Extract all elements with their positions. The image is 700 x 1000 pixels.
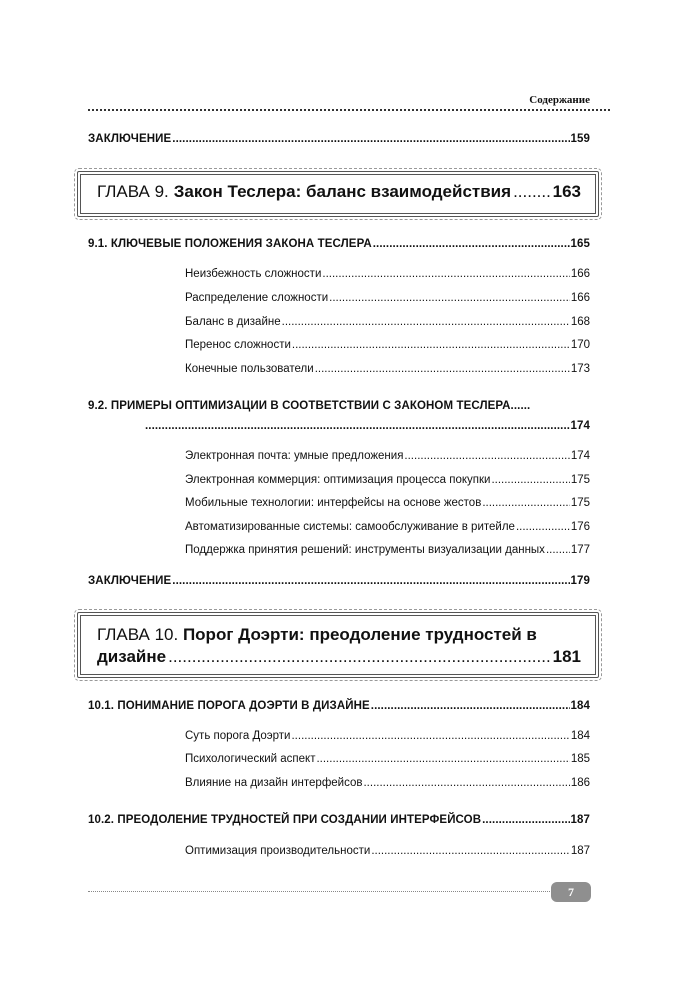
toc-entry-label: Поддержка принятия решений: инструменты визуализации данных xyxy=(185,544,545,556)
chapter-10-frame xyxy=(77,612,599,678)
dot-leader xyxy=(172,575,569,587)
toc-entry-page: 176 xyxy=(570,521,590,533)
toc-section-9-2[interactable] xyxy=(88,400,593,412)
dot-leader xyxy=(322,268,569,280)
toc-entry-label: Электронная почта: умные предложения xyxy=(185,450,404,462)
toc-subentry[interactable] xyxy=(185,730,590,742)
toc-entry-label: Перенос сложности xyxy=(185,339,291,351)
dot-leader xyxy=(546,544,570,556)
toc-section-9-2-continuation[interactable] xyxy=(145,420,590,432)
toc-entry-page: 184 xyxy=(570,700,590,712)
toc-entry-page: 187 xyxy=(570,845,590,857)
dot-leader xyxy=(371,845,570,857)
toc-subentry[interactable] xyxy=(185,777,590,789)
toc-entry-page: 175 xyxy=(570,497,590,509)
dot-leader xyxy=(482,497,570,509)
toc-entry-page: 159 xyxy=(570,133,590,145)
chapter-page: 163 xyxy=(552,182,581,201)
toc-entry-page: 166 xyxy=(570,292,590,304)
toc-subentry[interactable] xyxy=(185,339,590,351)
toc-entry-label: 9.2. ПРИМЕРЫ ОПТИМИЗАЦИИ В СООТВЕТСТВИИ С ЗАКОНОМ ТЕСЛЕРА...... xyxy=(88,400,531,412)
toc-entry-label: ЗАКЛЮЧЕНИЕ xyxy=(88,133,172,145)
footer-dotted-rule xyxy=(88,891,550,892)
toc-entry-page: 170 xyxy=(570,339,590,351)
toc-section-9-1[interactable] xyxy=(88,238,590,250)
dot-leader xyxy=(315,363,570,375)
toc-entry-page: 179 xyxy=(570,575,590,587)
chapter-title: Закон Теслера: баланс взаимодействия xyxy=(173,182,512,201)
dot-leader xyxy=(329,292,570,304)
toc-subentry[interactable] xyxy=(185,292,590,304)
toc-entry-label: Мобильные технологии: интерфейсы на основе жестов xyxy=(185,497,482,509)
toc-subentry[interactable] xyxy=(185,450,590,462)
chapter-title: Порог Доэрти: преодоление трудностей в xyxy=(182,625,537,644)
toc-entry-label: 10.1. ПОНИМАНИЕ ПОРОГА ДОЭРТИ В ДИЗАЙНЕ xyxy=(88,700,370,712)
toc-entry-label: Оптимизация производительности xyxy=(185,845,371,857)
toc-entry-page: 174 xyxy=(570,450,590,462)
dot-leader xyxy=(363,777,569,789)
toc-entry-page: 184 xyxy=(570,730,590,742)
header-dotted-rule xyxy=(88,109,610,111)
toc-subentry[interactable] xyxy=(185,268,590,280)
toc-chapter-10-line-2[interactable] xyxy=(97,647,581,667)
toc-subentry[interactable] xyxy=(185,521,590,533)
toc-entry-label: 9.1. КЛЮЧЕВЫЕ ПОЛОЖЕНИЯ ЗАКОНА ТЕСЛЕРА xyxy=(88,238,372,250)
dot-leader xyxy=(145,420,570,432)
toc-entry-page: 174 xyxy=(570,420,590,432)
dot-leader xyxy=(516,521,570,533)
dot-leader xyxy=(291,730,569,742)
chapter-prefix: ГЛАВА 9. xyxy=(97,182,169,201)
dot-leader xyxy=(316,753,569,765)
toc-subentry[interactable] xyxy=(185,363,590,375)
toc-entry-label: Конечные пользователи xyxy=(185,363,314,375)
chapter-title-continued: дизайне xyxy=(97,647,167,666)
toc-entry-label: Психологический аспект xyxy=(185,753,316,765)
toc-chapter-10-line-1[interactable] xyxy=(97,625,537,645)
toc-entry-page: 168 xyxy=(570,316,590,328)
toc-entry-page: 173 xyxy=(570,363,590,375)
toc-entry-page: 165 xyxy=(570,238,590,250)
toc-entry-page: 175 xyxy=(570,474,590,486)
toc-entry-label: 10.2. ПРЕОДОЛЕНИЕ ТРУДНОСТЕЙ ПРИ СОЗДАНИИ ИНТЕРФЕЙСОВ xyxy=(88,814,482,826)
toc-entry-page: 187 xyxy=(570,814,590,826)
chapter-page: 181 xyxy=(552,647,581,666)
dot-leader xyxy=(172,133,569,145)
dot-leader xyxy=(513,182,551,202)
dot-leader xyxy=(292,339,570,351)
toc-entry-conclusion[interactable] xyxy=(88,575,590,587)
toc-entry-page: 186 xyxy=(570,777,590,789)
toc-subentry[interactable] xyxy=(185,497,590,509)
toc-entry-page: 185 xyxy=(570,753,590,765)
chapter-prefix: ГЛАВА 10. xyxy=(97,625,179,644)
toc-entry-label: Влияние на дизайн интерфейсов xyxy=(185,777,363,789)
toc-chapter-9[interactable] xyxy=(97,182,581,202)
toc-subentry[interactable] xyxy=(185,753,590,765)
toc-section-10-1[interactable] xyxy=(88,700,590,712)
dot-leader xyxy=(404,450,569,462)
toc-entry-conclusion[interactable] xyxy=(88,133,590,145)
dot-leader xyxy=(482,814,569,826)
toc-subentry[interactable] xyxy=(185,316,590,328)
toc-subentry[interactable] xyxy=(185,845,590,857)
toc-entry-label: Баланс в дизайне xyxy=(185,316,281,328)
toc-entry-label: Электронная коммерция: оптимизация процесса покупки xyxy=(185,474,491,486)
toc-entry-label: Распределение сложности xyxy=(185,292,329,304)
dot-leader xyxy=(282,316,570,328)
toc-entry-label: Неизбежность сложности xyxy=(185,268,322,280)
page-number-badge: 7 xyxy=(551,882,591,902)
dot-leader xyxy=(371,700,570,712)
dot-leader xyxy=(491,474,569,486)
dot-leader xyxy=(168,647,551,667)
dot-leader xyxy=(373,238,570,250)
toc-subentry[interactable] xyxy=(185,474,590,486)
toc-entry-label: Автоматизированные системы: самообслуживание в ритейле xyxy=(185,521,515,533)
toc-entry-label: ЗАКЛЮЧЕНИЕ xyxy=(88,575,172,587)
toc-entry-page: 177 xyxy=(570,544,590,556)
running-title: Содержание xyxy=(529,94,590,106)
toc-entry-label: Суть порога Доэрти xyxy=(185,730,291,742)
toc-section-10-2[interactable] xyxy=(88,814,590,826)
toc-subentry[interactable] xyxy=(185,544,590,556)
toc-entry-page: 166 xyxy=(570,268,590,280)
